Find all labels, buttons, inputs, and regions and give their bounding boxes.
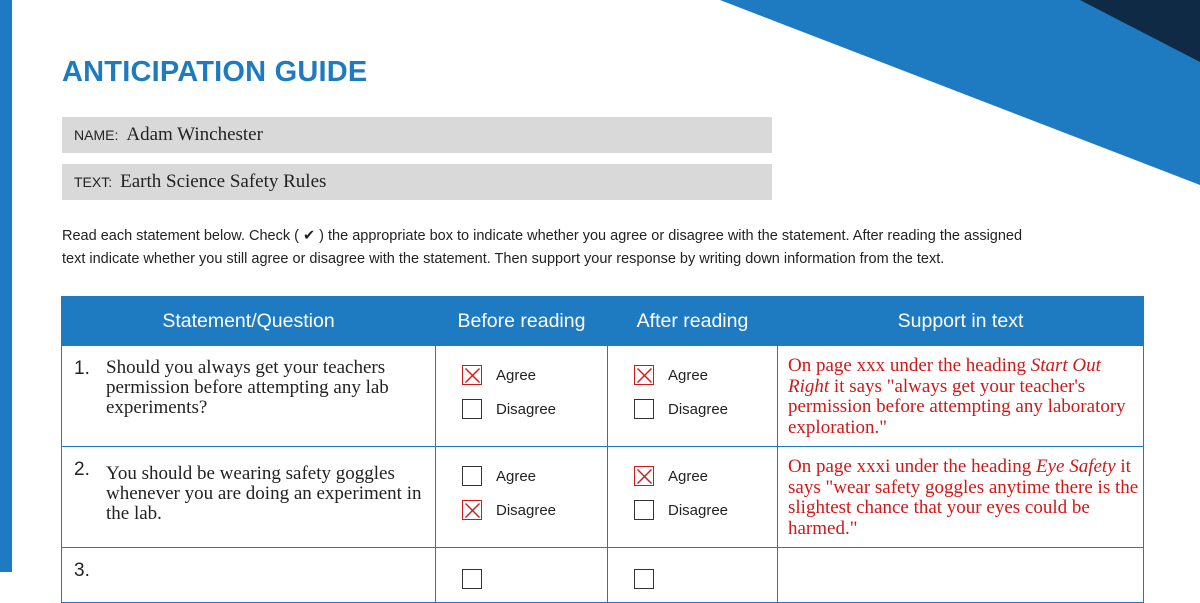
after-agree-option[interactable] (634, 568, 777, 590)
text-value[interactable]: Earth Science Safety Rules (120, 171, 327, 192)
before-disagree-option[interactable] (462, 499, 607, 521)
checkbox-checked[interactable] (634, 466, 654, 486)
agree-label: Agree (668, 467, 709, 485)
support-text[interactable] (778, 346, 1143, 438)
header-before-reading: Before reading (436, 297, 608, 346)
support-heading: Start Out Right (788, 355, 1101, 397)
support-cell[interactable] (778, 346, 1144, 447)
name-field[interactable] (62, 117, 772, 153)
instructions (62, 225, 1152, 270)
table-header-row (62, 297, 1144, 346)
agree-label: Agree (496, 366, 537, 384)
statement-cell (62, 447, 436, 548)
support-cell[interactable] (778, 548, 1144, 603)
checkmark-x-icon (464, 502, 481, 519)
checkbox[interactable] (634, 399, 654, 419)
page-title: ANTICIPATION GUIDE (62, 56, 368, 88)
checkbox-checked[interactable] (462, 500, 482, 520)
after-agree-option[interactable] (634, 364, 777, 386)
agree-label: Agree (496, 467, 537, 485)
before-agree-option[interactable] (462, 364, 607, 386)
after-agree-option[interactable] (634, 465, 777, 487)
disagree-label: Disagree (668, 501, 729, 519)
statement-number: 3. (74, 560, 90, 581)
before-reading-cell (436, 447, 608, 548)
checkmark-x-icon (636, 367, 653, 384)
text-field[interactable] (62, 164, 772, 200)
after-reading-cell (608, 447, 778, 548)
before-reading-cell (436, 346, 608, 447)
text-label: TEXT: (74, 174, 113, 190)
support-text-post: it says "wear safety goggles anytime there is the slightest chance that your eyes could be harmed." (788, 456, 1139, 539)
support-text-pre: On page xxx under the heading (788, 355, 1031, 376)
name-value[interactable]: Adam Winchester (126, 124, 263, 145)
statement-cell (62, 548, 436, 603)
checkbox[interactable] (462, 399, 482, 419)
support-cell[interactable] (778, 447, 1144, 548)
statement-text: Should you always get your teachers permission before attempting any lab experiments? (106, 357, 389, 418)
table-row (62, 346, 1144, 447)
left-accent-bar (0, 0, 12, 572)
before-reading-cell (436, 548, 608, 603)
support-text-post: it says "always get your teacher's permission before attempting any laboratory exploration." (788, 375, 1126, 438)
table-row (62, 447, 1144, 548)
statement-text: You should be wearing safety goggles whenever you are doing an experiment in the lab. (106, 463, 422, 524)
header-after-reading: After reading (608, 297, 778, 346)
table-row (62, 548, 1144, 603)
after-disagree-option[interactable] (634, 398, 777, 420)
disagree-label: Disagree (668, 400, 729, 418)
checkmark-x-icon (464, 367, 481, 384)
checkbox[interactable] (634, 500, 654, 520)
support-heading: Eye Safety (1035, 456, 1116, 477)
statement-number: 1. (74, 358, 90, 379)
before-agree-option[interactable] (462, 465, 607, 487)
statement-cell (62, 346, 436, 447)
support-text[interactable] (778, 447, 1143, 539)
checkbox[interactable] (634, 569, 654, 589)
instructions-line-1: Read each statement below. Check ( ✔ ) the appropriate box to indicate whether you agree or disagree with the statement. After reading the assigned (62, 228, 1023, 244)
disagree-label: Disagree (496, 501, 557, 519)
header-support-in-text: Support in text (778, 297, 1144, 346)
checkbox-checked[interactable] (634, 365, 654, 385)
disagree-label: Disagree (496, 400, 557, 418)
support-text-pre: On page xxxi under the heading (788, 456, 1036, 477)
after-reading-cell (608, 548, 778, 603)
checkbox-checked[interactable] (462, 365, 482, 385)
checkbox[interactable] (462, 466, 482, 486)
after-reading-cell (608, 346, 778, 447)
checkmark-x-icon (636, 468, 653, 485)
name-label: NAME: (74, 127, 119, 143)
before-disagree-option[interactable] (462, 398, 607, 420)
before-agree-option[interactable] (462, 568, 607, 590)
header-statement: Statement/Question (62, 297, 436, 346)
instructions-line-2: text indicate whether you still agree or disagree with the statement. Then support your response by writing down information from the text. (62, 250, 945, 267)
after-disagree-option[interactable] (634, 499, 777, 521)
checkbox[interactable] (462, 569, 482, 589)
anticipation-table (61, 296, 1144, 603)
statement-number: 2. (74, 459, 90, 480)
agree-label: Agree (668, 366, 709, 384)
